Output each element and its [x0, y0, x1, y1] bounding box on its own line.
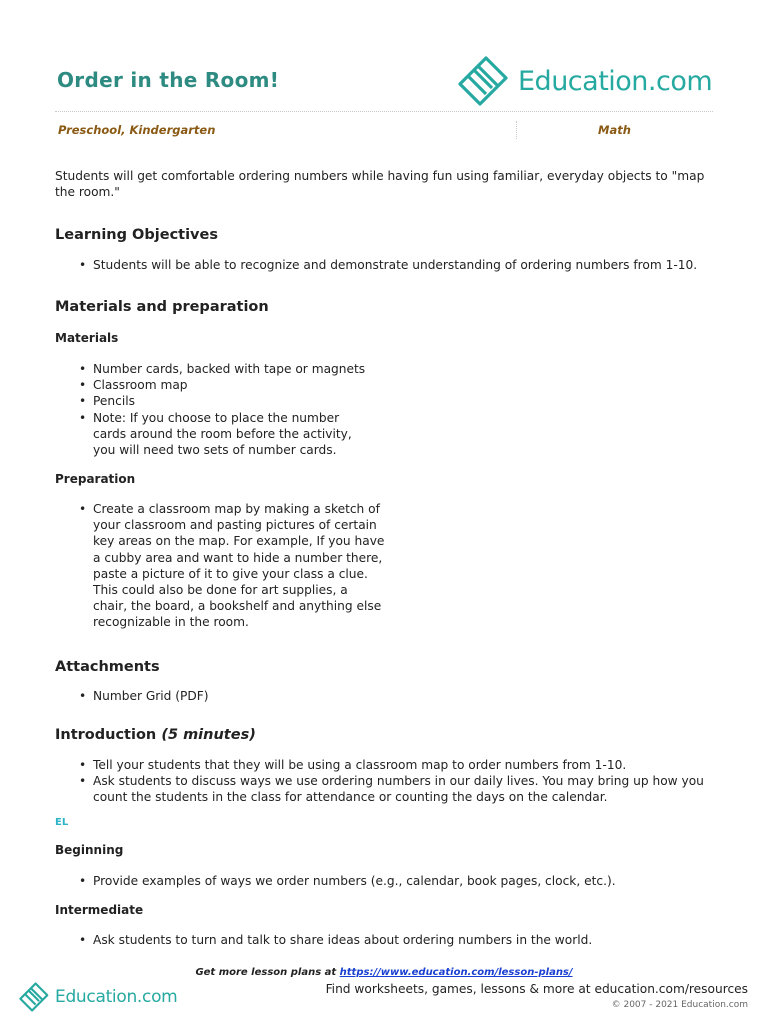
- header-divider: [55, 111, 713, 112]
- education-logo[interactable]: [456, 56, 712, 106]
- list-item: • Pencils: [55, 393, 375, 409]
- list-item: • Ask students to turn and talk to share ideas about ordering numbers in the world.: [55, 932, 715, 948]
- footer-promo: [0, 967, 768, 978]
- introduction-heading-text: Introduction: [55, 727, 157, 743]
- materials-heading: Materials: [55, 331, 119, 345]
- education-logo-icon: [18, 982, 52, 1012]
- list-item: • Number cards, backed with tape or magnets: [55, 361, 375, 377]
- list-item: • Students will be able to recognize and demonstrate understanding of ordering numbers from 1-10.: [55, 257, 715, 273]
- footer-logo-text: Education.com: [55, 987, 178, 1007]
- list-item: • Tell your students that they will be using a classroom map to order numbers from 1-10.: [55, 757, 715, 773]
- lesson-title: Order in the Room!: [57, 68, 280, 92]
- beginning-list: [55, 873, 715, 889]
- learning-objectives-heading: Learning Objectives: [55, 227, 218, 243]
- grade-level: Preschool, Kindergarten: [58, 123, 216, 137]
- preparation-list: [55, 501, 385, 631]
- meta-divider: [516, 121, 517, 139]
- lesson-summary: Students will get comfortable ordering numbers while having fun using familiar, everyday objects to "map the room.": [55, 169, 705, 200]
- attachments-list: [55, 688, 715, 704]
- preparation-heading: Preparation: [55, 472, 136, 486]
- materials-list: [55, 361, 375, 458]
- attachments-heading: Attachments: [55, 659, 160, 675]
- introduction-heading: [55, 727, 256, 743]
- list-item: • Note: If you choose to place the number cards around the room before the activity, you will need two sets of number cards.: [55, 410, 375, 459]
- subject: Math: [598, 123, 631, 137]
- logo-text: Education.com: [518, 65, 713, 97]
- lesson-plans-link[interactable]: https://www.education.com/lesson-plans/: [339, 967, 573, 978]
- el-label: EL: [55, 817, 69, 828]
- copyright: © 2007 - 2021 Education.com: [611, 1000, 748, 1010]
- introduction-duration: (5 minutes): [161, 727, 256, 743]
- footer-logo[interactable]: [18, 982, 177, 1012]
- education-logo-icon: [456, 56, 514, 106]
- materials-prep-heading: Materials and preparation: [55, 299, 269, 315]
- footer-resources-text: Find worksheets, games, lessons & more at education.com/resources: [325, 982, 748, 996]
- introduction-list: [55, 757, 715, 806]
- footer-promo-text: Get more lesson plans at: [195, 967, 340, 978]
- attachment-link[interactable]: • Number Grid (PDF): [55, 688, 715, 704]
- list-item: • Provide examples of ways we order numbers (e.g., calendar, book pages, clock, etc.).: [55, 873, 715, 889]
- list-item: • Ask students to discuss ways we use ordering numbers in our daily lives. You may bring up how you count the students in the class for attendance or counting the days on the calendar.: [55, 773, 715, 805]
- intermediate-heading: Intermediate: [55, 903, 144, 917]
- intermediate-list: [55, 932, 715, 948]
- beginning-heading: Beginning: [55, 843, 124, 857]
- learning-objectives-list: [55, 257, 715, 273]
- list-item: • Classroom map: [55, 377, 375, 393]
- list-item: • Create a classroom map by making a sketch of your classroom and pasting pictures of certain key areas on the map. For example, If you have a cubby area and want to hide a number there, paste a picture of it to give your class a clue. This could also be done for art supplies, a chair, the board, a bookshelf and anything else recognizable in the room.: [55, 501, 385, 631]
